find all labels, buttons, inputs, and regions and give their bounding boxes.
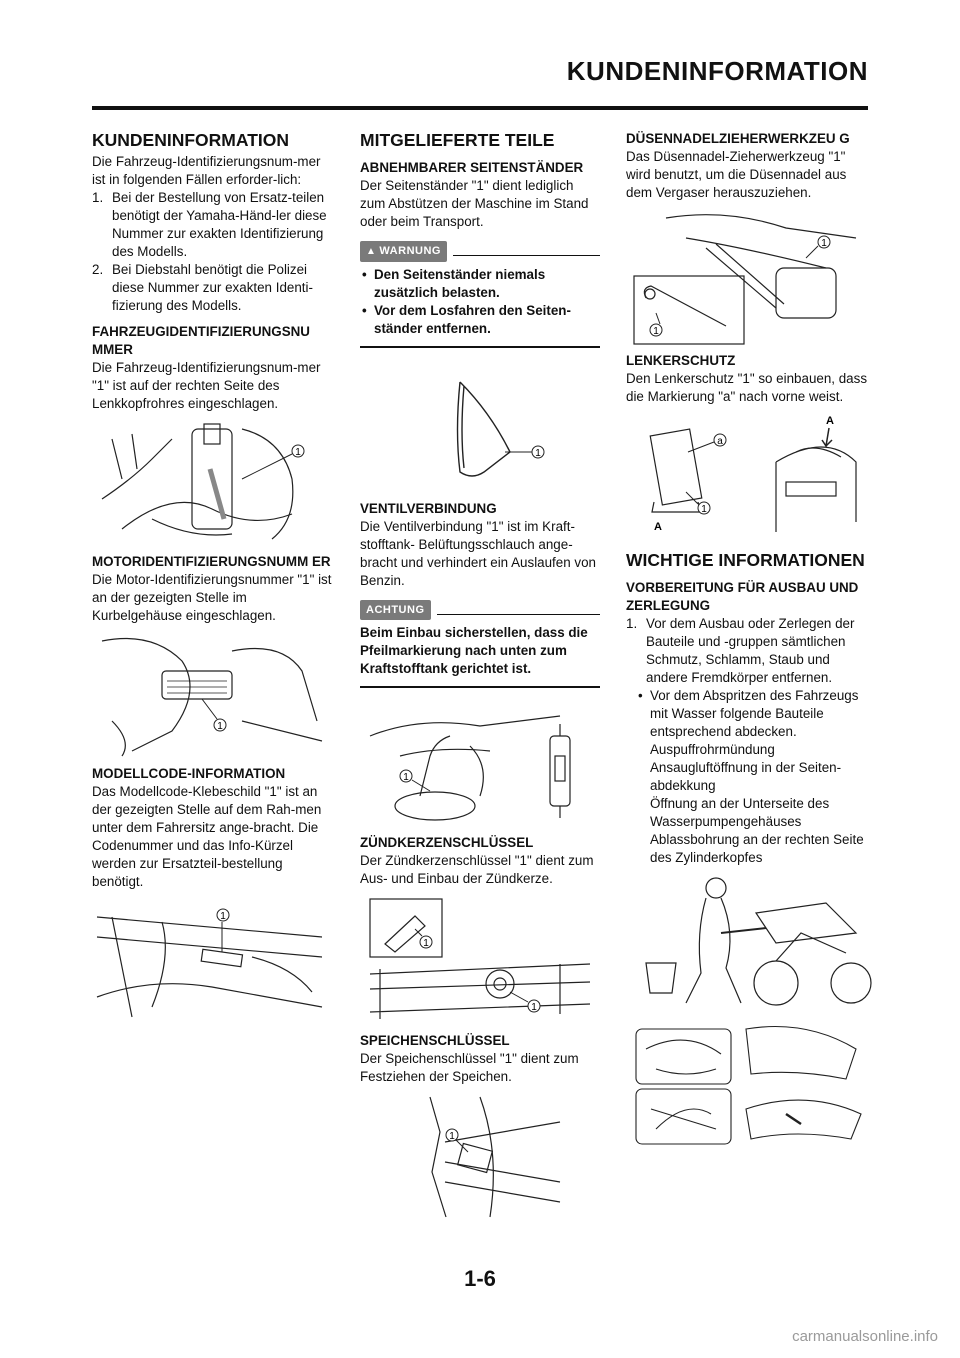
figure-spark-plug-wrench [360,894,600,1024]
figure-handlebar-guard [626,412,872,542]
warning-item: • Den Seitenständer niemals zusätzlich belasten. [362,267,546,300]
subheading-needle-puller: DÜSENNADELZIEHERWERKZEU G [626,131,850,146]
callout-1 [650,236,830,337]
list-item: 1. Bei der Bestellung von Ersatz-teilen benötigt der Yamaha-Händ-ler diese Nummer zur exakten Identifizierung des Modells. [92,190,327,259]
subheading-vin: FAHRZEUGIDENTIFIZIERUNGSNU MMER [92,324,310,357]
intro-text: Die Fahrzeug-Identifizierungsnum-mer ist in folgenden Fällen erforder-lich: [92,154,321,187]
warning-triangle-icon: ▲ [366,246,377,257]
svg-text:1: 1 [701,504,707,515]
section-heading: WICHTIGE INFORMATIONEN [626,550,865,570]
prep-list [626,615,872,687]
cover-item: Auspuffrohrmündung [650,742,775,757]
label-A: A [826,415,834,427]
figure-valve [360,696,600,826]
plug-text: Der Zündkerzenschlüssel "1" dient zum Aus- und Einbau der Zündkerze. [360,853,594,886]
svg-text:1: 1 [423,938,429,949]
list-item: • Vor dem Abspritzen des Fahrzeugs mit Wasser folgende Bauteile entsprechend abdecken. [638,688,859,739]
figure-spoke-wrench [360,1092,600,1222]
callout-1 [446,1129,468,1152]
column-left [92,130,336,1031]
callout-1 [202,699,226,732]
list-item: 2. Bei Diebstahl benötigt die Polizei diese Nummer zur exakten Identi-fizierung des Modells. [92,262,313,313]
svg-text:1: 1 [220,911,226,922]
figure-side-stand [360,372,600,492]
prep-lines [626,741,872,867]
warning-badge: ▲ WARNUNG [360,241,447,262]
caution-header [360,600,600,620]
arrow-down-icon [822,428,832,446]
subheading-model-code: MODELLCODE-INFORMATION [92,766,286,781]
warning-body [360,262,600,348]
spoke-text: Der Speichenschlüssel "1" dient zum Festziehen der Speichen. [360,1051,579,1084]
subheading-valve: VENTILVERBINDUNG [360,501,497,516]
column-right [626,130,872,1153]
prep-bullets [626,687,872,741]
cover-item: Öffnung an der Unterseite des Wasserpumpengehäuses [650,796,830,829]
stand-text: Der Seitenständer "1" dient lediglich zum Abstützen der Maschine im Stand oder beim Transport. [360,178,589,229]
header-rule [92,106,868,110]
subheading-preparation: VORBEREITUNG FÜR AUSBAU UND ZERLEGUNG [626,580,859,613]
page-header-title: KUNDENINFORMATION [566,56,868,86]
subheading-stand: ABNEHMBARER SEITENSTÄNDER [360,160,584,175]
warning-item: • Vor dem Losfahren den Seiten-ständer entfernen. [362,303,571,336]
callout-1 [242,445,304,479]
subheading-spark-plug-wrench: ZÜNDKERZENSCHLÜSSEL [360,835,534,850]
guard-text: Den Lenkerschutz "1" so einbauen, dass die Markierung "a" nach vorne weist. [626,371,868,404]
vin-text: Die Fahrzeug-Identifizierungsnum-mer "1" ist auf der rechten Seite des Lenkkopfrohres eingeschlagen. [92,360,321,411]
model-text: Das Modellcode-Klebeschild "1" ist an der gezeigten Stelle auf dem Rah-men unter dem Fahrersitz ange-bracht. Die Codenummer und das Info-Kürzel werden zur Ersatzteil-bestellung benötigt. [92,784,322,889]
svg-text:1: 1 [403,772,409,783]
warning-header [360,241,600,262]
subheading-engine: MOTORIDENTIFIZIERUNGSNUMM ER [92,554,331,569]
svg-text:1: 1 [535,448,541,459]
figure-frame-number [92,419,336,549]
watermark: carmanualsonline.info [792,1328,938,1345]
callout-1 [217,909,229,952]
figure-model-label [92,897,336,1027]
engine-text: Die Motor-Identifizierungsnummer "1" ist an der gezeigten Stelle im Kurbelgehäuse eingeschlagen. [92,572,332,623]
callout-1 [505,446,544,459]
callout-a [688,434,726,452]
figure-covered-parts [626,1019,872,1149]
svg-text:1: 1 [531,1002,537,1013]
svg-text:1: 1 [653,326,659,337]
subheading-handlebar-guard: LENKERSCHUTZ [626,353,736,368]
svg-text:1: 1 [295,447,301,458]
valve-text: Die Ventilverbindung "1" ist im Kraft-stofftank- Belüftungsschlauch ange-bracht und verhindert ein Auslaufen von Benzin. [360,519,596,588]
svg-text:1: 1 [821,238,827,249]
caution-body: Beim Einbau sicherstellen, dass die Pfeilmarkierung nach unten zum Kraftstofftank gerichtet ist. [360,620,600,688]
subheading-spoke-wrench: SPEICHENSCHLÜSSEL [360,1033,510,1048]
svg-text:1: 1 [449,1131,455,1142]
figure-engine-number [92,631,336,761]
figure-needle-puller [626,208,872,348]
list-item: 1. Vor dem Ausbau oder Zerlegen der Bauteile und -gruppen sämtlichen Schmutz, Schlamm, Staub und andere Fremdkörper entfernen. [626,616,855,685]
caution-badge: ACHTUNG [360,600,431,620]
svg-text:a: a [717,436,723,447]
label-A: A [654,521,662,533]
figure-washing-motorcycle [626,873,872,1013]
cover-item: Ablassbohrung an der rechten Seite des Zylinderkopfes [650,832,864,865]
column-middle [360,130,600,1226]
reason-list [92,189,336,315]
section-heading: MITGELIEFERTE TEILE [360,130,555,150]
page-number: 1-6 [464,1266,496,1291]
section-heading: KUNDENINFORMATION [92,130,290,150]
cover-item: Ansaugluftöffnung in der Seiten-abdekkung [650,760,842,793]
needle-text: Das Düsennadel-Zieherwerkzeug "1" wird benutzt, um die Düsennadel aus dem Vergaser herauszuziehen. [626,149,847,200]
svg-text:1: 1 [217,721,223,732]
